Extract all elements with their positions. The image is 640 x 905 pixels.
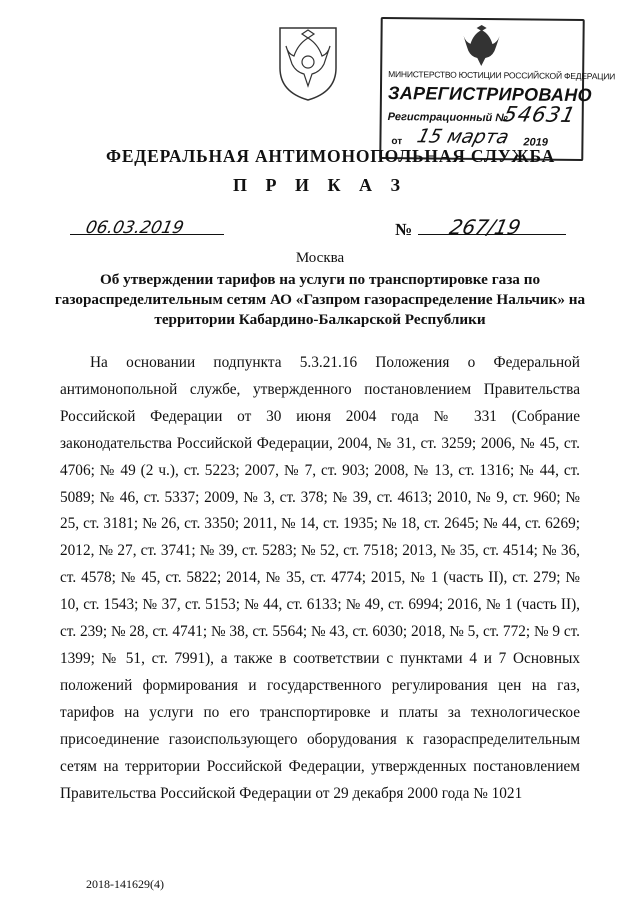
- number-sign: №: [395, 220, 413, 239]
- stamp-year: 2019: [523, 136, 548, 149]
- body-paragraph: На основании подпункта 5.3.21.16 Положения о Федеральной антимонопольной службе, утвержденного постановлением Правительства Российской Федерации от 30 июня 2004 года № 331 (Собрание законодательства Российской Федерации, 2004, № 31, ст. 3259; 2006, № 45, ст. 4706; № 49 (2 ч.), ст. 5223; 2007, № 7, ст. 903; 2008, № 13, ст. 1316; № 44, ст. 5089; № 46, ст. 5337; 2009, № 3, ст. 378; № 39, ст. 4613; 2010, № 9, ст. 960; № 25, ст. 3181; № 26, ст. 3350; 2011, № 14, ст. 1935; № 18, ст. 2645; № 44, ст. 6269; 2012, № 27, ст. 3741; № 39, ст. 5283; № 52, ст. 7518; 2013, № 35, ст. 4514; № 36, ст. 4578; № 45, ст. 5822; 2014, № 35, ст. 4774; 2015, № 1 (часть II), ст. 279; № 10, ст. 1543; № 37, ст. 5153; № 44, ст. 6133; № 49, ст. 6994; 2016, № 1 (часть II), ст. 239; № 28, ст. 4741; № 38, ст. 5564; № 43, ст. 6030; 2018, № 5, ст. 772; № 9 ст. 1399; № 51, ст. 7991), а также в соответствии с пунктами 4 и 7 Основных положений формирования и государственного регулирования цен на газ, тарифов на услуги по его транспортировке и платы за технологическое присоединение газоиспользующего оборудования к газораспределительным сетям на территории Российской Федерации, утвержденных постановлением Правительства Российской Федерации от 29 декабря 2000 года № 1021: [60, 354, 580, 802]
- agency-name: ФЕДЕРАЛЬНАЯ АНТИМОНОПОЛЬНАЯ СЛУЖБА: [106, 146, 556, 166]
- stamp-emblem-icon: [458, 24, 504, 68]
- coat-of-arms-icon: [272, 24, 344, 102]
- order-title: Об утверждении тарифов на услуги по транспортировке газа по газораспределительным сетям АО «Газпром газораспределение Нальчик» на территории Кабардино-Балкарской Республики: [54, 271, 586, 328]
- stamp-reg-number-label: Регистрационный №: [387, 111, 509, 125]
- stamp-registered: ЗАРЕГИСТРИРОВАНО: [387, 83, 592, 106]
- stamp-reg-number: 54631: [501, 102, 579, 127]
- stamp-date: 15 марта: [414, 125, 512, 149]
- registration-stamp: [379, 17, 616, 161]
- footer-code: 2018-141629(4): [86, 877, 164, 891]
- stamp-ministry: МИНИСТЕРСТВО ЮСТИЦИИ РОССИЙСКОЙ ФЕДЕРАЦИИ: [388, 69, 616, 82]
- order-date: 06.03.2019: [83, 218, 186, 238]
- city: Москва: [295, 250, 345, 266]
- order-number: 267/19: [447, 215, 523, 239]
- stamp-from-label: от: [391, 136, 403, 148]
- doc-type: П Р И К А З: [232, 175, 408, 195]
